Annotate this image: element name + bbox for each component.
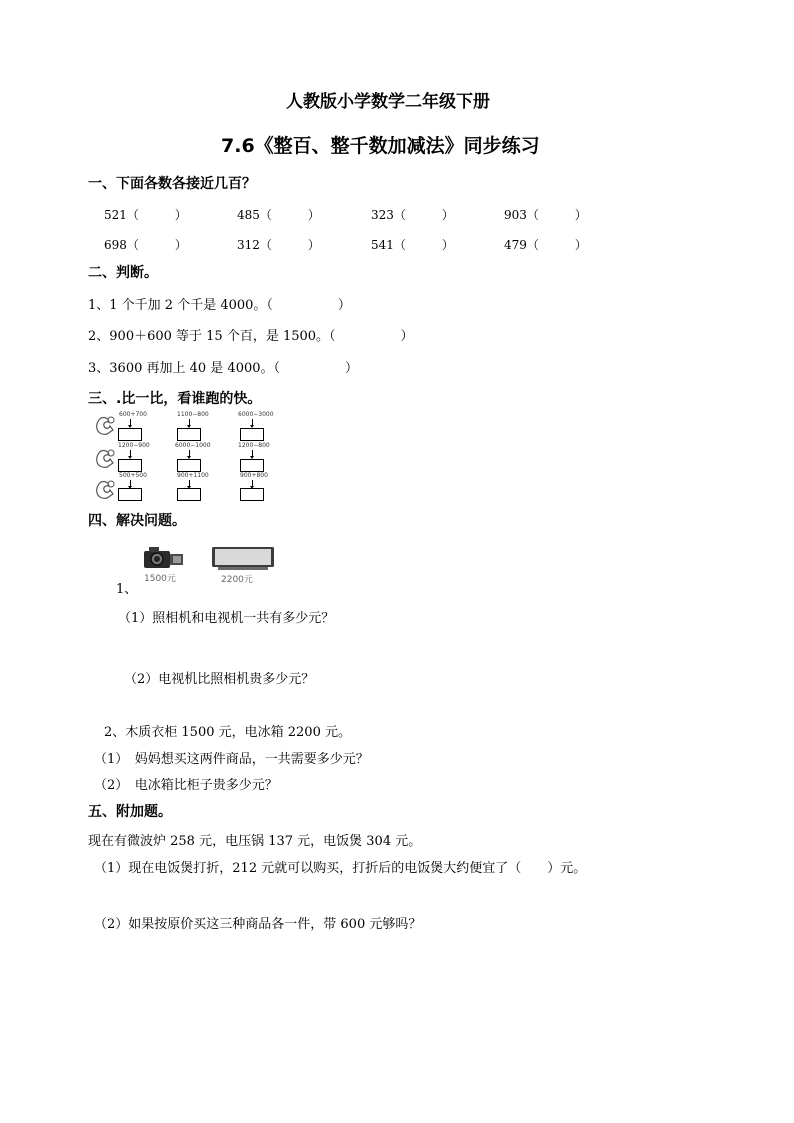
answer-box[interactable] xyxy=(177,428,201,441)
squirrel-icon xyxy=(91,476,117,502)
tv-price: 2200元 xyxy=(221,575,253,585)
answer-box[interactable] xyxy=(240,459,264,472)
race-expression: 1200−900 xyxy=(118,442,150,449)
approx-item: 479（ ） xyxy=(504,238,587,252)
approx-item: 323（ ） xyxy=(371,208,454,222)
judge-item: 2、900＋600 等于 15 个百，是 1500。（ ） xyxy=(88,329,414,344)
bonus-question: （1）现在电饭煲打折，212 元就可以购买，打折后的电饭煲大约便宜了（ ）元。 xyxy=(94,861,587,876)
down-arrow-icon xyxy=(252,450,253,457)
problem-statement: 2、木质衣柜 1500 元，电冰箱 2200 元。 xyxy=(104,725,351,740)
bonus-intro: 现在有微波炉 258 元，电压锅 137 元，电饭煲 304 元。 xyxy=(88,834,422,849)
problem-number: 1、 xyxy=(116,582,138,597)
squirrel-icon xyxy=(91,445,117,471)
judge-item: 3、3600 再加上 40 是 4000。（ ） xyxy=(88,361,359,376)
page-subtitle: 人教版小学数学二年级下册 xyxy=(286,92,490,112)
down-arrow-icon xyxy=(189,419,190,426)
section3-heading: 三、.比一比，看谁跑的快。 xyxy=(88,391,262,407)
approx-item: 541（ ） xyxy=(371,238,454,252)
race-expression: 1200−800 xyxy=(238,442,270,449)
answer-box[interactable] xyxy=(118,459,142,472)
down-arrow-icon xyxy=(189,480,190,487)
down-arrow-icon xyxy=(130,480,131,487)
race-expression: 6000−1000 xyxy=(175,442,211,449)
race-expression: 6000−3000 xyxy=(238,411,274,418)
camera-price: 1500元 xyxy=(144,574,176,584)
approx-item: 485（ ） xyxy=(237,208,320,222)
problem-question: （2）电视机比照相机贵多少元？ xyxy=(124,672,315,687)
answer-box[interactable] xyxy=(177,488,201,501)
down-arrow-icon xyxy=(130,450,131,457)
race-expression: 1100−800 xyxy=(177,411,209,418)
race-expression: 900+1100 xyxy=(177,472,209,479)
bonus-question: （2）如果按原价买这三种商品各一件，带 600 元够吗？ xyxy=(94,917,422,932)
section4-heading: 四、解决问题。 xyxy=(88,513,186,529)
camera-icon xyxy=(140,545,186,571)
page-title: 7.6《整百、整千数加减法》同步练习 xyxy=(221,135,540,157)
race-expression: 500+500 xyxy=(119,472,147,479)
approx-item: 521（ ） xyxy=(104,208,187,222)
section2-heading: 二、判断。 xyxy=(88,265,158,281)
problem-question: （2） 电冰箱比柜子贵多少元？ xyxy=(94,778,278,793)
answer-box[interactable] xyxy=(118,428,142,441)
down-arrow-icon xyxy=(130,419,131,426)
down-arrow-icon xyxy=(189,450,190,457)
down-arrow-icon xyxy=(252,480,253,487)
approx-item: 312（ ） xyxy=(237,238,320,252)
answer-box[interactable] xyxy=(240,488,264,501)
section1-heading: 一、下面各数各接近几百？ xyxy=(88,176,256,192)
judge-item: 1、1 个千加 2 个千是 4000。（ ） xyxy=(88,298,351,313)
approx-item: 698（ ） xyxy=(104,238,187,252)
answer-box[interactable] xyxy=(118,488,142,501)
section5-heading: 五、附加题。 xyxy=(88,804,172,820)
squirrel-icon xyxy=(91,412,117,438)
race-expression: 600+700 xyxy=(119,411,147,418)
problem-question: （1） 妈妈想买这两件商品，一共需要多少元？ xyxy=(94,752,369,767)
tv-icon xyxy=(210,546,276,572)
problem-question: （1）照相机和电视机一共有多少元？ xyxy=(118,611,335,626)
answer-box[interactable] xyxy=(240,428,264,441)
down-arrow-icon xyxy=(252,419,253,426)
answer-box[interactable] xyxy=(177,459,201,472)
approx-item: 903（ ） xyxy=(504,208,587,222)
race-expression: 900+800 xyxy=(240,472,268,479)
